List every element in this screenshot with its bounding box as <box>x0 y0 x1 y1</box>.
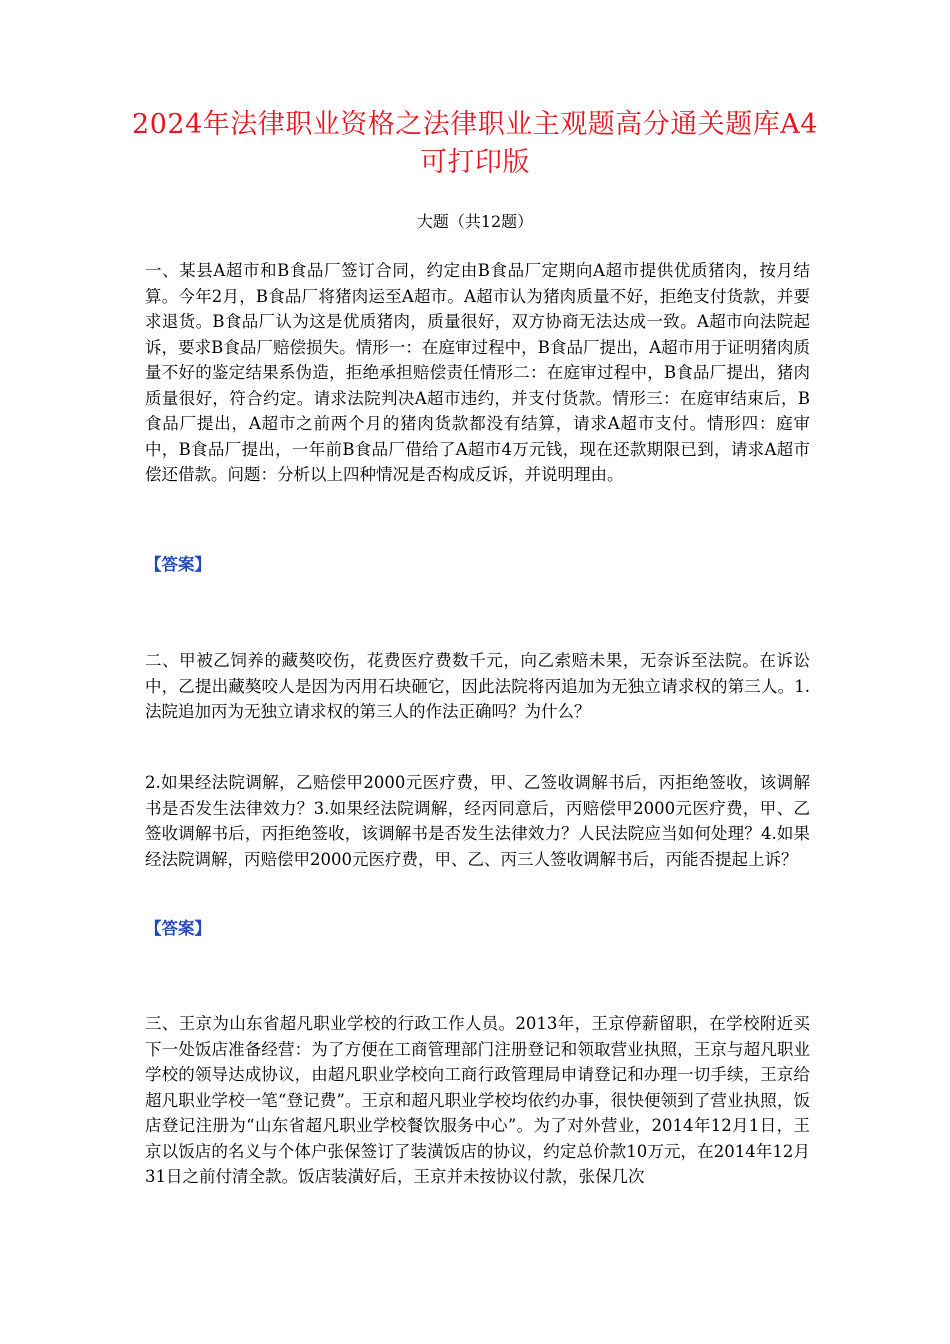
question-1-text: 一、某县A超市和B食品厂签订合同，约定由B食品厂定期向A超市提供优质猪肉，按月结算。今年2月，B食品厂将猪肉运至A超市。A超市认为猪肉质量不好，拒绝支付货款，并要求退货。B食品厂认为这是优质猪肉，质量很好，双方协商无法达成一致。A超市向法院起诉，要求B食品厂赔偿损失。情形一：在庭审过程中，B食品厂提出，A超市用于证明猪肉质量不好的鉴定结果系伪造，拒绝承担赔偿责任情形二：在庭审过程中，B食品厂提出，猪肉质量很好，符合约定。请求法院判决A超市违约，并支付货款。情形三：在庭审结束后，B食品厂提出，A超市之前两个月的猪肉货款都没有结算，请求A超市支付。情形四：庭审中，B食品厂提出，一年前B食品厂借给了A超市4万元钱，现在还款期限已到，请求A超市偿还借款。问题：分析以上四种情况是否构成反诉，并说明理由。 <box>145 261 810 484</box>
question-1-answer-label: 【答案】 <box>145 555 211 574</box>
question-2-text-part-2: 2.如果经法院调解，乙赔偿甲2000元医疗费，甲、乙签收调解书后，丙拒绝签收，该调解书是否发生法律效力？3.如果经法院调解，经丙同意后，丙赔偿甲2000元医疗费，甲、乙签收调解书后，丙拒绝签收，该调解书是否发生法律效力？人民法院应当如何处理？4.如果经法院调解，丙赔偿甲2000元医疗费，甲、乙、丙三人签收调解书后，丙能否提起上诉？ <box>145 773 810 869</box>
document-title: 2024年法律职业资格之法律职业主观题高分通关题库A4可打印版 <box>132 109 818 178</box>
section-heading: 大题（共12题） <box>416 212 534 231</box>
question-3-text: 三、王京为山东省超凡职业学校的行政工作人员。2013年，王京停薪留职，在学校附近买下一处饭店准备经营：为了方便在工商管理部门注册登记和领取营业执照，王京与超凡职业学校的领导达成协议，由超凡职业学校向工商行政管理局申请登记和办理一切手续，王京给超凡职业学校一笔“登记费”。王京和超凡职业学校均依约办事，很快便领到了营业执照，饭店登记注册为“山东省超凡职业学校餐饮服务中心”。为了对外营业，2014年12月1日，王京以饭店的名义与个体户张保签订了装潢饭店的协议，约定总价款10万元，在2014年12月31日之前付清全款。饭店装潢好后，王京并未按协议付款，张保几次 <box>145 1014 810 1186</box>
question-2-answer-label: 【答案】 <box>145 919 211 938</box>
question-2-text-part-1: 二、甲被乙饲养的藏獒咬伤，花费医疗费数千元，向乙索赔未果，无奈诉至法院。在诉讼中，乙提出藏獒咬人是因为丙用石块砸它，因此法院将丙追加为无独立请求权的第三人。1.法院追加丙为无独立请求权的第三人的作法正确吗？为什么？ <box>145 651 810 721</box>
